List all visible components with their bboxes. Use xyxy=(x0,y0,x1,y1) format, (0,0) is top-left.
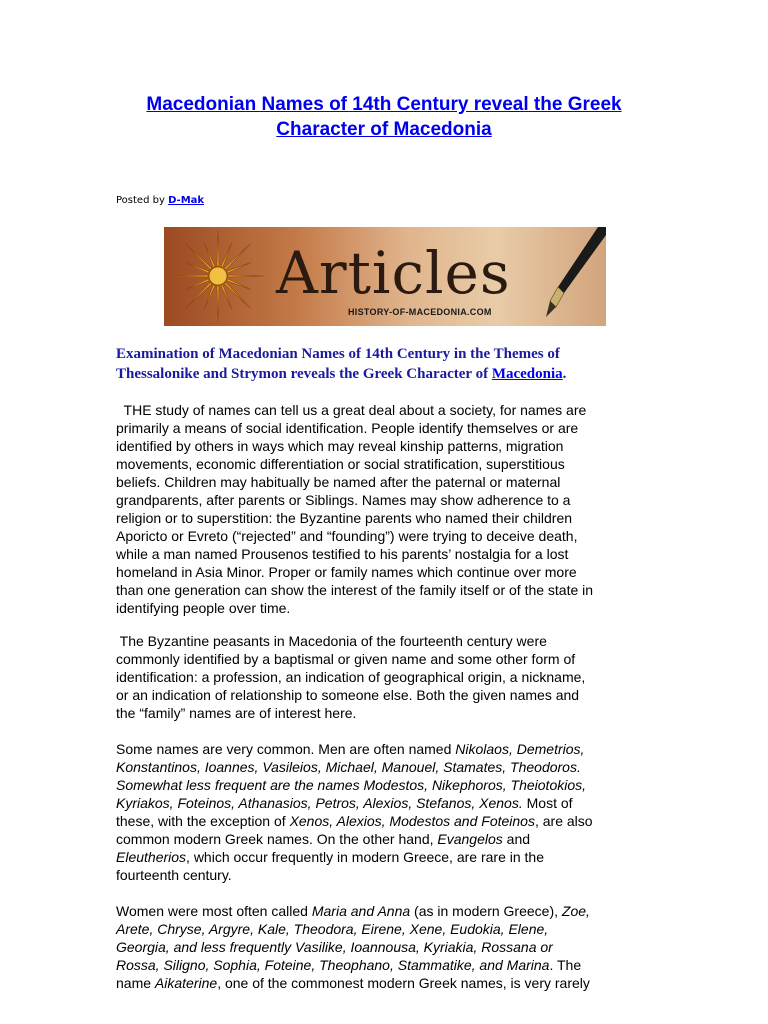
p4-seg: (as in modern Greece), xyxy=(410,903,562,919)
p4-seg: name xyxy=(116,975,155,991)
title-line-2[interactable]: Character of Macedonia xyxy=(276,119,492,140)
p2-line: identification: a profession, an indication of geographical origin, a nickname, xyxy=(116,669,586,685)
p3-line xyxy=(116,794,656,812)
p4-seg: Women were most often called xyxy=(116,903,312,919)
article-title-link[interactable] xyxy=(100,92,668,142)
p3-seg: common modern Greek names. On the other hand, xyxy=(116,831,438,847)
p3-line xyxy=(116,740,656,758)
p1-line: beliefs. Children may habitually be named after the paternal or maternal xyxy=(116,474,561,490)
paragraph-2 xyxy=(116,632,656,722)
subheading-line-1: Examination of Macedonian Names of 14th Century in the Themes of xyxy=(116,346,560,362)
p3-seg: Some names are very common. Men are often named xyxy=(116,741,456,757)
sun-ray xyxy=(185,282,211,308)
sun-ray xyxy=(172,275,208,277)
p4-line xyxy=(116,920,656,938)
byline xyxy=(116,194,204,208)
p2-line: The Byzantine peasants in Macedonia of the fourteenth century were xyxy=(116,633,547,649)
sun-ray xyxy=(228,275,264,277)
p3-line xyxy=(116,812,656,830)
p3-line xyxy=(116,848,656,866)
subheading-period: . xyxy=(562,366,567,382)
p1-line: identified by others in ways which may reveal kinship patterns, migration xyxy=(116,438,564,454)
sun-ray xyxy=(224,282,250,308)
p3-seg: , which occur frequently in modern Greece, are rare in the xyxy=(186,849,544,865)
p3-line xyxy=(116,758,656,776)
author-link[interactable]: D-Mak xyxy=(168,195,205,206)
p1-line: homeland in Asia Minor. Proper or family names which continue over more xyxy=(116,564,577,580)
sun-ray xyxy=(217,230,219,266)
p1-line: movements, economic differentiation or social stratification, superstitious xyxy=(116,456,565,472)
p4-line xyxy=(116,938,656,956)
p1-line: identifying people over time. xyxy=(116,600,291,616)
p1-line: than one generation can show the interest of the family itself or of the state in xyxy=(116,582,594,598)
p1-line: grandparents, after parents or Siblings. Names may show adherence to a xyxy=(116,492,571,508)
byline-prefix: Posted by xyxy=(116,195,165,206)
p4-italic: Georgia, and less frequently Vasilike, Ioannousa, Kyriakia, Rossana or xyxy=(116,939,553,955)
p3-line xyxy=(116,776,656,794)
p4-seg: , one of the commonest modern Greek names, is very rarely xyxy=(217,975,590,991)
title-line-1[interactable]: Macedonian Names of 14th Century reveal the Greek xyxy=(146,94,622,115)
paragraph-1 xyxy=(116,401,656,617)
articles-banner xyxy=(164,227,606,326)
p1-line: religion or to superstition: the Byzantine parents who named their children xyxy=(116,510,573,526)
sun-ray xyxy=(185,243,211,269)
p3-italic: Evangelos xyxy=(437,831,503,847)
p3-italic: Kyriakos, Foteinos, Athanasios, Petros, Alexios, Stefanos, Xenos. xyxy=(116,795,523,811)
p1-line: primarily a means of social identification. People identify themselves or are xyxy=(116,420,579,436)
p3-seg: , are also xyxy=(534,813,593,829)
p3-line xyxy=(116,866,656,884)
p3-seg: fourteenth century. xyxy=(116,867,232,883)
p4-italic: Arete, Chryse, Argyre, Kale, Theodora, Eirene, Xene, Eudokia, Elene, xyxy=(116,921,549,937)
p4-line xyxy=(116,902,656,920)
subheading-line-2: Thessalonike and Strymon reveals the Greek Character of xyxy=(116,366,489,382)
p2-line: or an indication of relationship to someone else. Both the given names and xyxy=(116,687,580,703)
p2-line: commonly identified by a baptismal or given name and some other form of xyxy=(116,651,576,667)
p3-italic: Xenos, Alexios, Modestos and Foteinos xyxy=(289,813,535,829)
vergina-sun-icon xyxy=(166,227,274,326)
sun-ray xyxy=(217,286,219,322)
p3-italic: Somewhat less frequent are the names Modestos, Nikephoros, Theiotokios, xyxy=(116,777,587,793)
p4-italic: Rossa, Siligno, Sophia, Foteine, Theophano, Stammatike, and Marina xyxy=(116,957,550,973)
p4-line xyxy=(116,974,656,992)
p2-line: the “family” names are of interest here. xyxy=(116,705,357,721)
sun-ray xyxy=(224,243,250,269)
p4-line xyxy=(116,956,656,974)
article-subheading xyxy=(116,344,656,384)
p4-seg: . The xyxy=(549,957,582,973)
paragraph-4 xyxy=(116,902,656,992)
p4-italic: Aikaterine xyxy=(154,975,218,991)
p3-italic: Nikolaos, Demetrios, xyxy=(455,741,585,757)
banner-word: Articles xyxy=(276,239,511,307)
p3-line xyxy=(116,830,656,848)
p1-line: while a man named Prousenos testified to his parents’ nostalgia for a lost xyxy=(116,546,569,562)
p1-line: THE study of names can tell us a great deal about a society, for names are xyxy=(116,402,587,418)
p3-seg: Most of xyxy=(522,795,573,811)
p1-line: Aporicto or Evreto (“rejected” and “founding”) were trying to deceive death, xyxy=(116,528,578,544)
p3-italic: Eleutherios xyxy=(116,849,187,865)
p4-italic: Maria and Anna xyxy=(311,903,411,919)
p3-seg: these, with the exception of xyxy=(116,813,290,829)
p3-italic: Konstantinos, Ioannes, Vasileios, Michael, Manouel, Stamates, Theodoros. xyxy=(116,759,581,775)
fountain-pen-icon xyxy=(534,227,606,326)
paragraph-3 xyxy=(116,740,656,884)
banner-site: HISTORY-OF-MACEDONIA.COM xyxy=(348,307,492,317)
macedonia-link[interactable]: Macedonia xyxy=(491,366,563,382)
p4-italic: Zoe, xyxy=(561,903,590,919)
p3-seg: and xyxy=(502,831,531,847)
